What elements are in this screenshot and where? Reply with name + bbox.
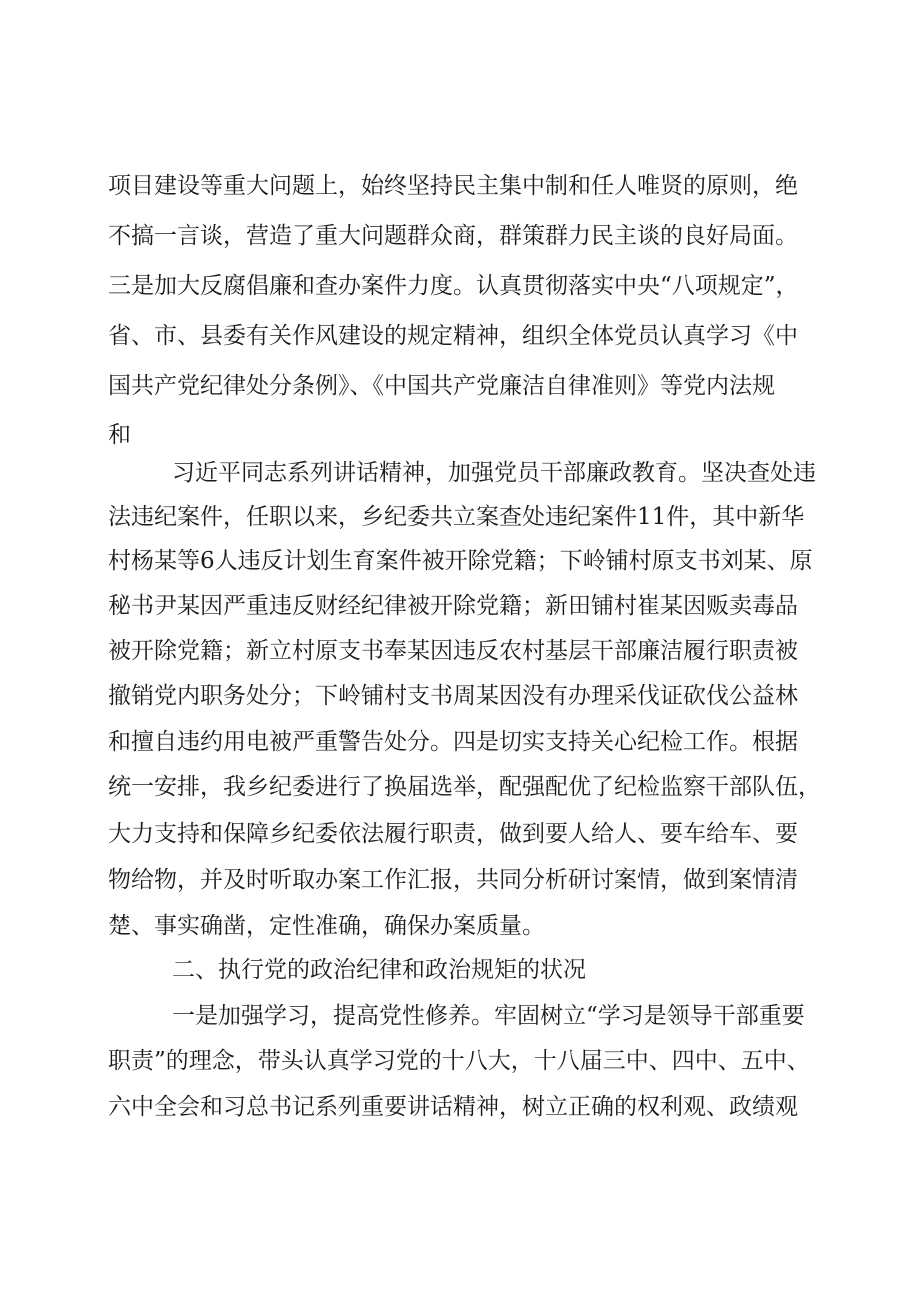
- text-line: 村杨某等6人违反计划生育案件被开除党籍；下岭铺村原支书刘某、原: [108, 548, 813, 574]
- text-line: 六中全会和习总书记系列重要讲话精神，树立正确的权利观、政绩观: [108, 1094, 798, 1120]
- text-line: 一是加强学习，提高党性修养。牢固树立“学习是领导干部重要: [172, 1003, 805, 1029]
- text-line: 撤销党内职务处分；下岭铺村支书周某因没有办理采伐证砍伐公益林: [108, 683, 798, 709]
- text-line: 不搞一言谈，营造了重大问题群众商，群策群力民主谈的良好局面。: [108, 223, 798, 249]
- text-line: 和擅自违约用电被严重警告处分。四是切实支持关心纪检工作。根据: [108, 729, 798, 755]
- section-heading: 二、执行党的政治纪律和政治规矩的状况: [172, 957, 586, 983]
- text-line: 习近平同志系列讲话精神，加强党员干部廉政教育。坚决查处违: [172, 460, 816, 486]
- text-line: 项目建设等重大问题上，始终坚持民主集中制和任人唯贤的原则，绝: [108, 173, 798, 199]
- text-line: 和: [108, 422, 131, 448]
- text-line: 大力支持和保障乡纪委依法履行职责，做到要人给人、要车给车、要: [108, 821, 798, 847]
- text-line: 被开除党籍；新立村原支书奉某因违反农村基层干部廉洁履行职责被: [108, 638, 798, 664]
- text-line: 三是加大反腐倡廉和查办案件力度。认真贯彻落实中央“八项规定”，: [108, 273, 799, 299]
- text-line: 法违纪案件，任职以来，乡纪委共立案查处违纪案件11件，其中新华: [108, 504, 805, 530]
- text-line: 秘书尹某因严重违反财经纪律被开除党籍；新田铺村崔某因贩卖毒品: [108, 593, 798, 619]
- text-line: 楚、事实确凿，定性准确，确保办案质量。: [108, 913, 545, 939]
- text-line: 统一安排，我乡纪委进行了换届选举，配强配优了纪检监察干部队伍，: [108, 774, 821, 800]
- text-line: 省、市、县委有关作风建设的规定精神，组织全体党员认真学习《中: [108, 323, 798, 349]
- text-line: 物给物，并及时听取办案工作汇报，共同分析研讨案情，做到案情清: [108, 867, 798, 893]
- text-line: 国共产党纪律处分条例》、《中国共产党廉洁自律准则》等党内法规: [108, 373, 775, 399]
- text-line: 职责”的理念，带头认真学习党的十八大，十八届三中、四中、五中、: [108, 1048, 810, 1074]
